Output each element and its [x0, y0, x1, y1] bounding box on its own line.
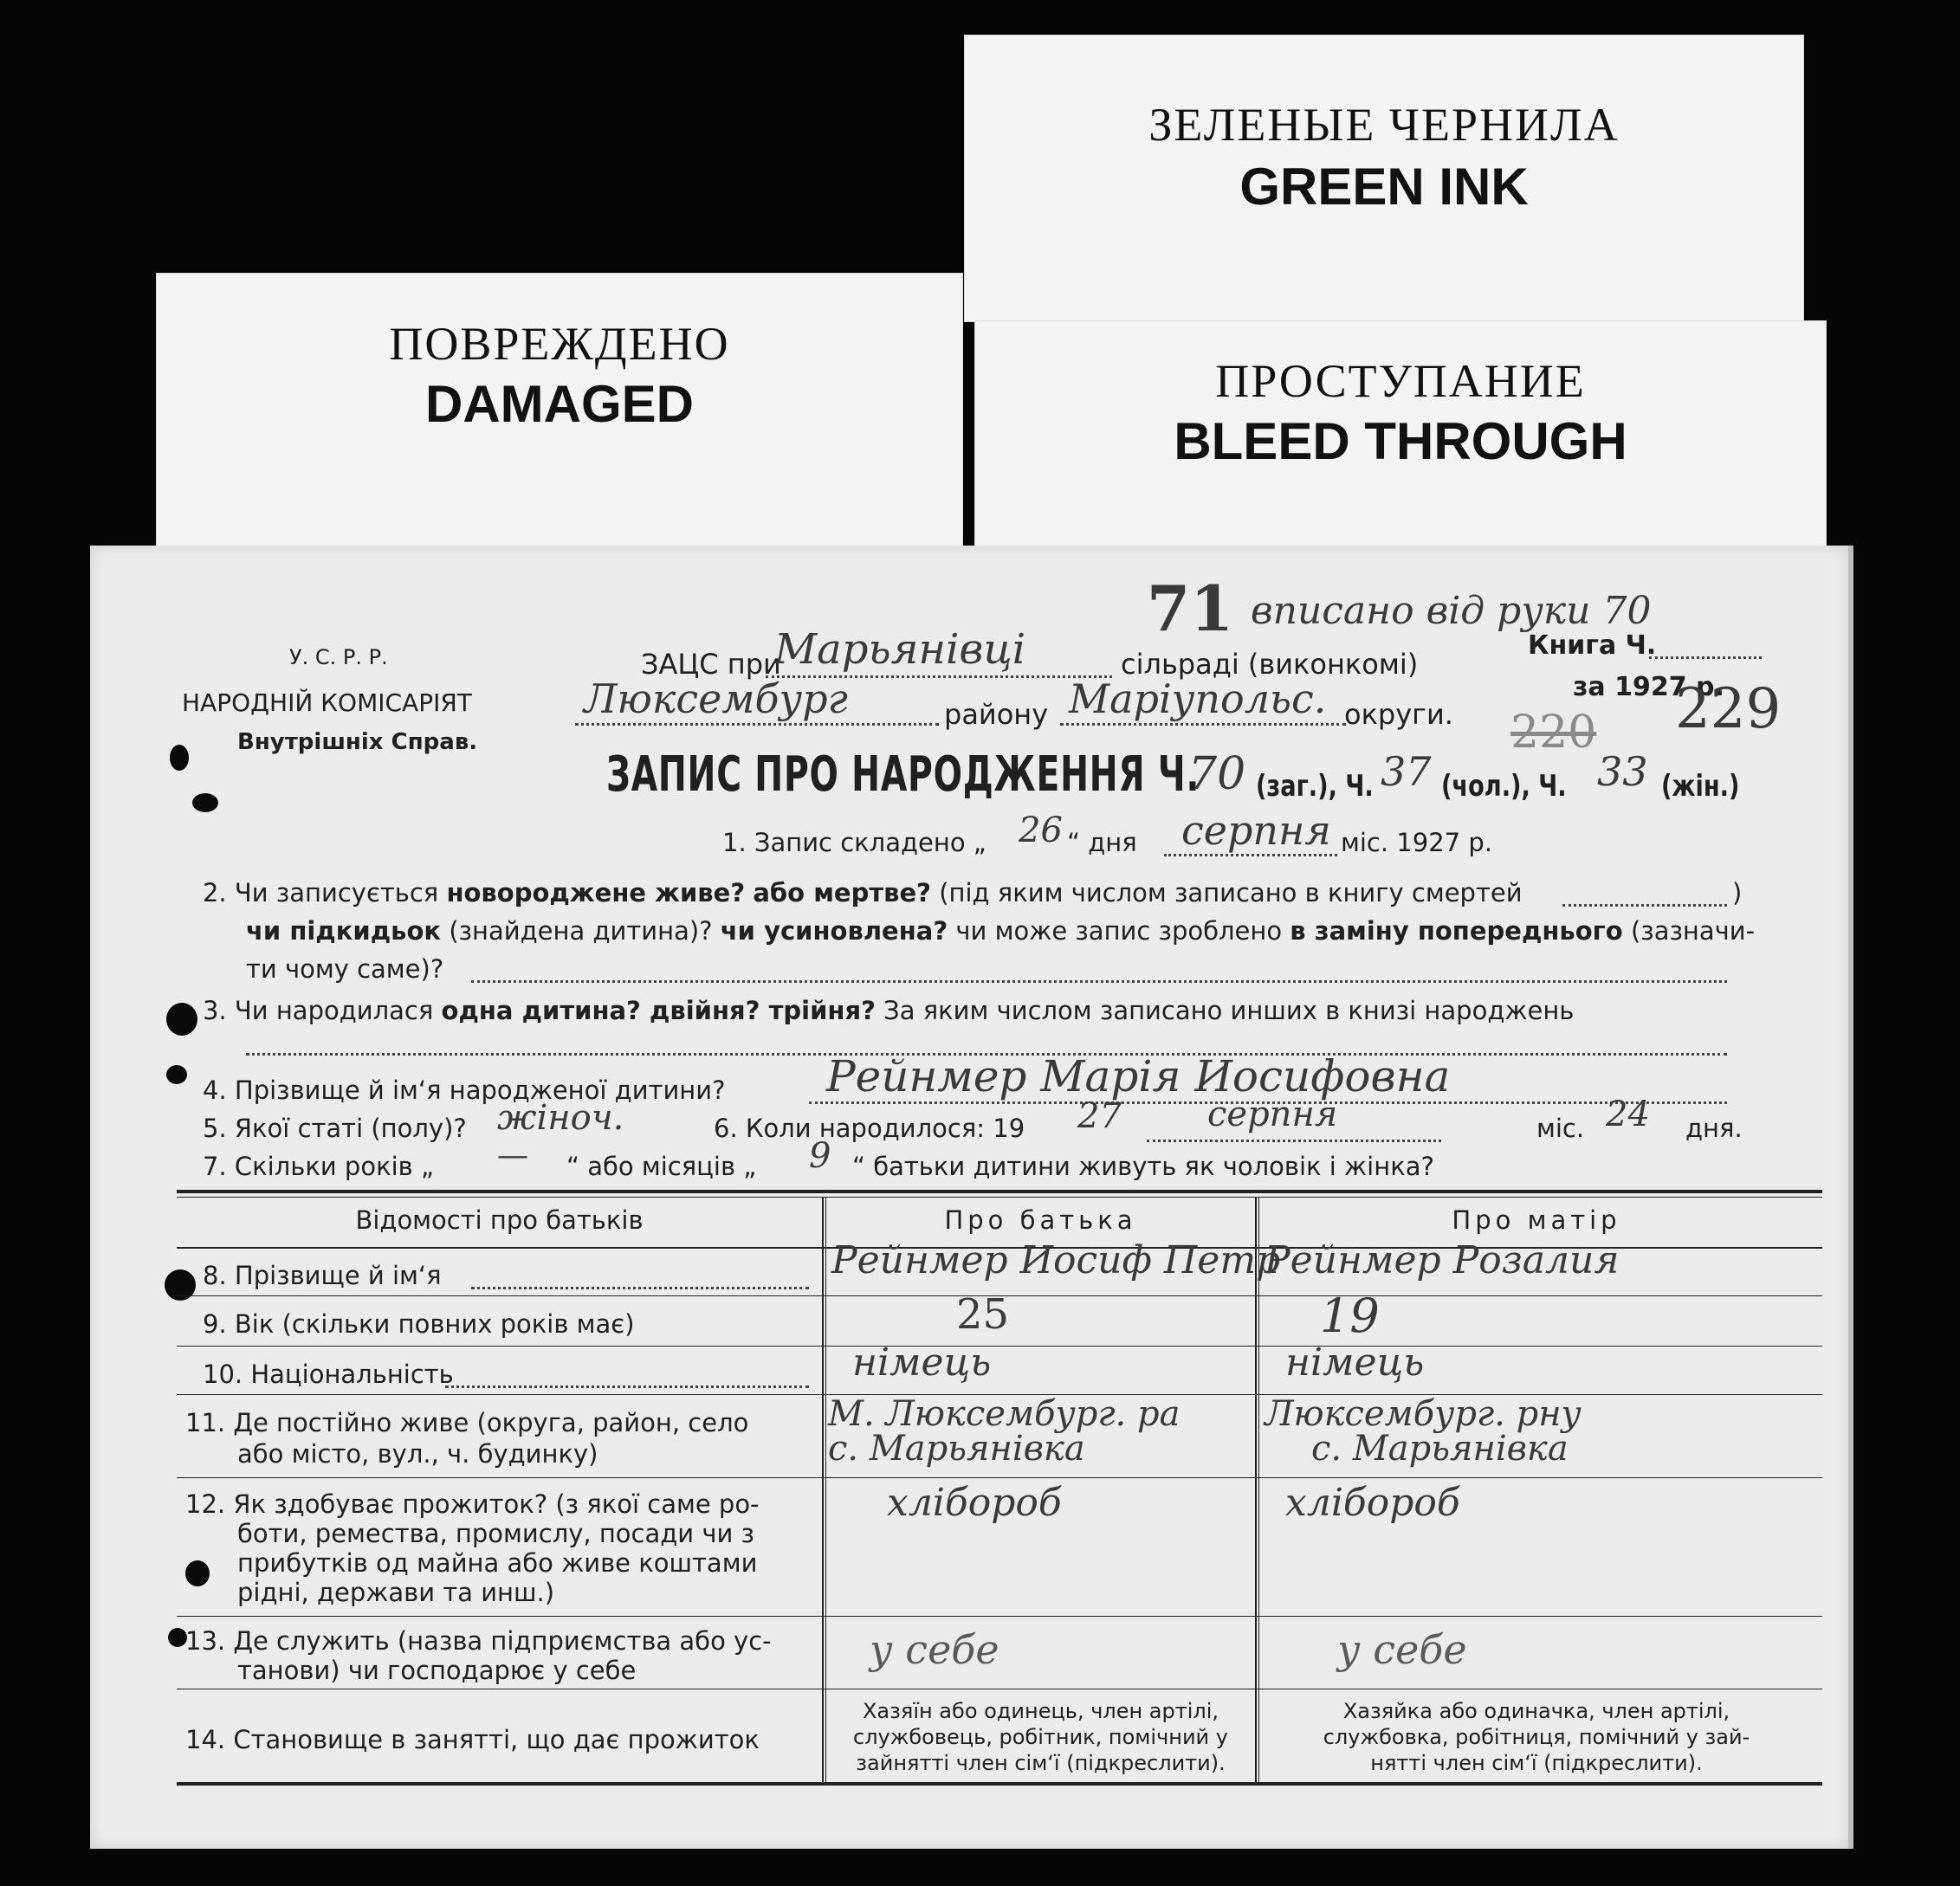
table-top-rule: [177, 1190, 1822, 1193]
row-rule: [177, 1346, 1822, 1347]
book-label: Книга Ч.: [1528, 630, 1657, 661]
col-divider: [1255, 1197, 1257, 1782]
number-new: 229: [1675, 677, 1782, 741]
q2-close: ): [1732, 878, 1743, 907]
row-14-label: 14. Становище в занятті, що дає прожиток: [185, 1725, 760, 1754]
row-12-label3: прибутків од майна або живе коштами: [237, 1548, 758, 1578]
damaged-ru: ПОВРЕЖДЕНО: [389, 318, 730, 370]
zags-value: Марьянівці: [774, 625, 1026, 674]
q7-years: —: [497, 1138, 528, 1173]
birth-record-document: [90, 546, 1853, 1849]
q7-b: “ або місяців „: [566, 1152, 757, 1181]
row-11-father2: с. Марьянівка: [828, 1429, 1085, 1469]
damage-mark: [185, 1560, 210, 1586]
district-value: Люксембург: [584, 675, 848, 722]
q1-prefix: 1. Запис складено „: [722, 828, 986, 857]
dotted-line: [1649, 656, 1762, 659]
q1-day: 26: [1019, 811, 1063, 850]
zags-suffix: сільраді (виконкомі): [1121, 648, 1419, 681]
top-note: вписано від руки 70: [1251, 589, 1652, 633]
row-14-mother2: службовка, робітниця, помічний у зай-: [1323, 1725, 1750, 1749]
q6-label: 6. Коли народилося: 19: [714, 1114, 1025, 1143]
q6-dnya: дня.: [1685, 1114, 1743, 1143]
row-11-label: 11. Де постійно живе (округа, район, село: [185, 1408, 749, 1437]
year-label: за 1927 р.: [1573, 672, 1724, 702]
q2-text: (під яким числом записано в книгу смертей: [939, 878, 1523, 907]
okrug-value: Маріупольс.: [1069, 675, 1327, 722]
row-rule: [177, 1616, 1822, 1617]
row-14-father3: зайнятті член сім‘ї (підкреслити).: [856, 1751, 1226, 1775]
zags-prefix: ЗАЦС при: [641, 648, 781, 681]
q2-text: (зазначи-: [1630, 916, 1756, 946]
row-12-label: 12. Як здобуває прожиток? (з якої саме ро-: [185, 1489, 760, 1519]
q2-text: 2. Чи записується: [203, 878, 439, 907]
q5-label: 5. Якої статі (полу)?: [203, 1114, 467, 1143]
row-11-mother: Люксембург. рну: [1265, 1394, 1582, 1434]
q6-month: серпня: [1207, 1095, 1338, 1134]
total-number: 70: [1188, 748, 1246, 800]
row-10-label: 10. Національність: [203, 1360, 454, 1389]
row-14-father2: службовець, робітник, помічний у: [853, 1725, 1228, 1749]
punch-hole: [166, 1003, 197, 1036]
row-14-father: Хазяїн або одинець, член артілі,: [862, 1699, 1219, 1723]
ussr-label: У. С. Р. Р.: [289, 645, 388, 669]
dotted-line: [445, 1385, 809, 1388]
q3-text: 3. Чи народилася: [203, 996, 434, 1025]
damaged-en: DAMAGED: [425, 375, 694, 433]
row-13-father: у себе: [870, 1626, 999, 1673]
commissariat-label: НАРОДНІЙ КОМІСАРІЯТ: [182, 688, 472, 717]
top-mark: 71: [1147, 572, 1234, 645]
bleed-en: BLEED THROUGH: [1174, 412, 1627, 470]
damage-mark: [166, 1065, 187, 1084]
q2-bold: чи підкидьок: [246, 916, 442, 946]
row-14-mother: Хазяйка або одиначка, член артілі,: [1342, 1699, 1730, 1723]
q2-bold: або мертве?: [753, 878, 931, 907]
q2-bold: новороджене живе?: [446, 878, 746, 907]
table-bottom-rule: [177, 1782, 1822, 1786]
internal-affairs-label: Внутрішніх Справ.: [237, 729, 478, 755]
col-header-mother: Про матір: [1452, 1205, 1621, 1235]
row-9-father: 25: [956, 1290, 1010, 1339]
q3-bold: одна дитина? двійня? трійня?: [441, 996, 876, 1025]
row-8-mother: Рейнмер Розалия: [1265, 1238, 1620, 1282]
q7-c: “ батьки дитини живуть як чоловік і жінка?: [852, 1152, 1434, 1181]
row-12-mother: хлібороб: [1285, 1481, 1460, 1525]
row-12-label2: боти, ремества, промислу, посади чи з: [237, 1519, 754, 1548]
q5-value: жіноч.: [497, 1098, 624, 1138]
dotted-line: [471, 1287, 809, 1289]
col-header-parents: Відомості про батьків: [355, 1205, 644, 1235]
row-12-father: хлібороб: [887, 1481, 1062, 1525]
row-rule: [177, 1477, 1822, 1478]
dotted-line: [1060, 723, 1346, 726]
q2-bold: в заміну попереднього: [1290, 916, 1623, 946]
q7-a: 7. Скільки років „: [203, 1152, 434, 1181]
number-struck: 220: [1510, 707, 1597, 759]
row-10-mother: німець: [1285, 1340, 1425, 1385]
damage-mark: [170, 745, 189, 771]
row-14-mother3: нятті член сім‘ї (підкреслити).: [1370, 1751, 1703, 1775]
q3-text: За яким числом записано инших в книзі народжень: [883, 996, 1575, 1025]
q6-mis: міс.: [1536, 1114, 1585, 1143]
male-number: 37: [1381, 748, 1432, 795]
q3: [203, 996, 1574, 1025]
q2-bold: чи усиновлена?: [720, 916, 948, 946]
bleed-ru: ПРОСТУПАНИЕ: [1215, 355, 1586, 407]
female-number: 33: [1597, 748, 1648, 795]
q1-suffix: міс. 1927 р.: [1341, 828, 1492, 857]
q7-months: 9: [809, 1136, 831, 1176]
row-8-label: 8. Прізвище й ім‘я: [203, 1261, 442, 1290]
damage-mark: [168, 1628, 187, 1647]
col-divider: [1258, 1197, 1259, 1782]
q2-text: (знайдена дитина)?: [449, 916, 713, 946]
row-13-label2: танови) чи господарює у себе: [237, 1656, 637, 1685]
q1-mid: “ дня: [1067, 828, 1137, 857]
document-title: ЗАПИС ПРО НАРОДЖЕННЯ Ч.: [606, 746, 1200, 803]
total-label: (заг.), Ч.: [1256, 769, 1374, 804]
q4-value: Рейнмер Марія Иосифовна: [826, 1051, 1451, 1101]
damaged-card: [156, 273, 963, 560]
bleed-card: [974, 320, 1827, 573]
table-top-rule-2: [177, 1197, 1822, 1198]
q6-year: 27: [1077, 1096, 1122, 1136]
dotted-line: [1164, 854, 1337, 856]
dotted-line: [1147, 1140, 1441, 1142]
q4-label: 4. Прізвище й ім‘я народженої дитини?: [203, 1075, 726, 1105]
q6-day: 24: [1606, 1095, 1650, 1134]
male-label: (чол.), Ч.: [1441, 769, 1567, 804]
row-11-mother2: с. Марьянівка: [1311, 1429, 1569, 1469]
row-9-mother: 19: [1320, 1289, 1380, 1343]
row-8-father: Рейнмер Иосиф Петр: [831, 1238, 1281, 1282]
col-divider: [825, 1197, 826, 1782]
dotted-line: [575, 723, 939, 726]
damage-mark: [192, 793, 218, 812]
q2-a: [203, 878, 1523, 907]
row-13-label: 13. Де служить (назва підприємства або ус-: [185, 1626, 772, 1656]
row-11-father: М. Люксембург. ра: [828, 1394, 1181, 1434]
green-ink-en: GREEN INK: [1239, 158, 1529, 216]
district-label: району: [944, 698, 1049, 731]
col-header-father: Про батька: [944, 1205, 1137, 1235]
okrug-label: округи.: [1344, 698, 1453, 731]
row-10-father: німець: [852, 1340, 992, 1385]
dotted-line: [471, 980, 1727, 983]
green-ink-card: [964, 35, 1804, 322]
row-13-mother: у себе: [1337, 1626, 1467, 1673]
dotted-line: [1562, 904, 1727, 907]
female-label: (жін.): [1661, 769, 1740, 804]
q2-text: чи може запис зроблено: [955, 916, 1283, 946]
q2-c: ти чому саме)?: [246, 954, 444, 984]
row-9-label: 9. Вік (скільки повних років має): [203, 1309, 635, 1339]
q1-month: серпня: [1181, 807, 1331, 854]
col-divider: [822, 1197, 824, 1782]
green-ink-ru: ЗЕЛЕНЫЕ ЧЕРНИЛА: [1148, 99, 1620, 151]
row-12-label4: рідні, держави та инш.): [237, 1578, 555, 1607]
q2-b: [246, 916, 1755, 946]
row-11-label2: або місто, вул., ч. будинку): [237, 1439, 598, 1469]
